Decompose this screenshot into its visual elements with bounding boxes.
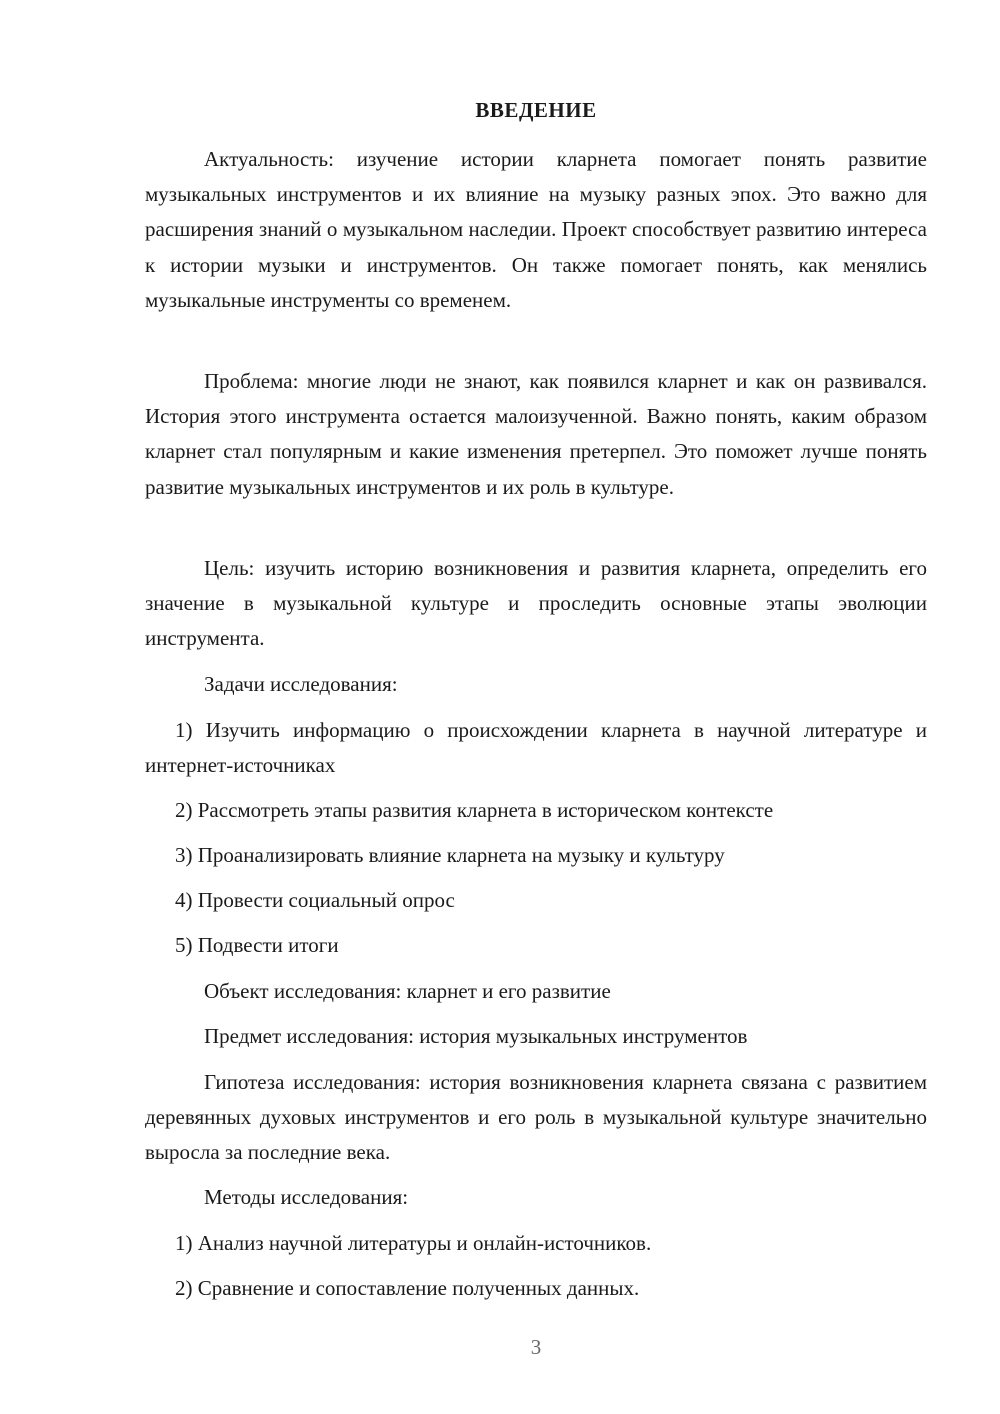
task-item: 5) Подвести итоги: [175, 933, 339, 957]
goal-paragraph: Цель: изучить историю возникновения и развития кларнета, определить его значение в музыкальной культуре и проследить основные этапы эволюции инструмента.: [145, 556, 927, 651]
method-item: 1) Анализ научной литературы и онлайн-источников.: [175, 1231, 652, 1255]
problem-paragraph: Проблема: многие люди не знают, как появился кларнет и как он развивался. История этого инструмента остается малоизученной. Важно понять, каким образом кларнет стал популярным и какие изменения претерпел. Это поможет лучше понять развитие музыкальных инструментов и их роль в культуре.: [145, 369, 927, 499]
page-number: 3: [530, 1335, 542, 1359]
hypothesis-paragraph-block: [145, 1065, 927, 1171]
method-item: 2) Сравнение и сопоставление полученных данных.: [175, 1276, 640, 1300]
research-subject: Предмет исследования: история музыкальных инструментов: [204, 1024, 748, 1048]
problem-paragraph-block: [145, 364, 927, 505]
methods-heading: Методы исследования:: [204, 1185, 409, 1209]
tasks-heading: Задачи исследования:: [204, 672, 398, 696]
relevance-paragraph-block: [145, 142, 927, 318]
task-item: 4) Провести социальный опрос: [175, 888, 455, 912]
task-item-1-block: [145, 713, 927, 783]
task-item: 3) Проанализировать влияние кларнета на музыку и культуру: [175, 843, 725, 867]
research-object: Объект исследования: кларнет и его развитие: [204, 979, 611, 1003]
goal-paragraph-block: [145, 551, 927, 657]
relevance-paragraph: Актуальность: изучение истории кларнета помогает понять развитие музыкальных инструментов и их влияние на музыку разных эпох. Это важно для расширения знаний о музыкальном наследии. Проект способствует развитию интереса к истории музыки и инструментов. Он также помогает понять, как менялись музыкальные инструменты со временем.: [145, 147, 927, 312]
hypothesis-paragraph: Гипотеза исследования: история возникновения кларнета связана с развитием деревянных духовых инструментов и его роль в музыкальной культуре значительно выросла за последние века.: [145, 1070, 927, 1165]
task-item: 2) Рассмотреть этапы развития кларнета в историческом контексте: [175, 798, 774, 822]
task-item: 1) Изучить информацию о происхождении кларнета в научной литературе и интернет-источниках: [145, 718, 927, 778]
page-heading: ВВЕДЕНИЕ: [475, 98, 597, 122]
